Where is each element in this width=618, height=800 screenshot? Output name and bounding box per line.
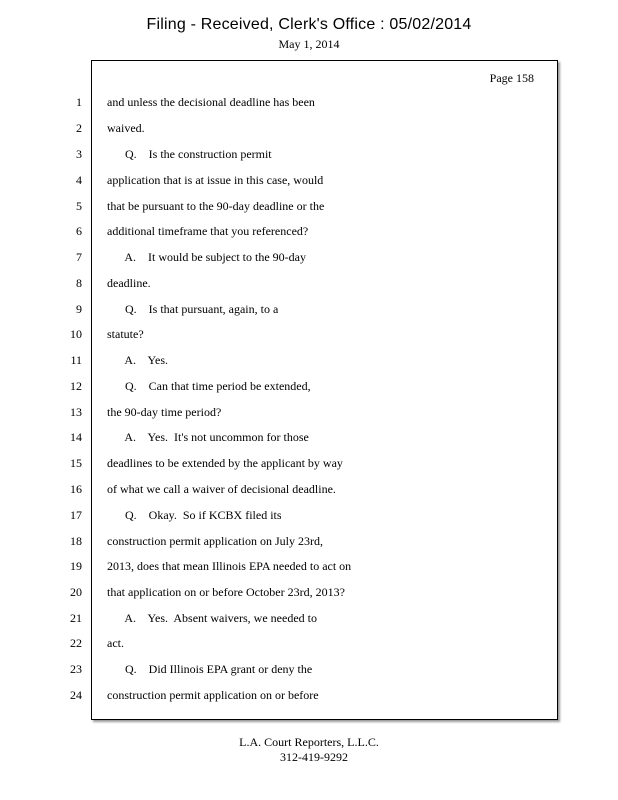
transcript-line: Q. Okay. So if KCBX filed its (107, 508, 282, 522)
transcript-line: that be pursuant to the 90-day deadline or the (107, 199, 325, 213)
transcript-line: Q. Is that pursuant, again, to a (107, 302, 279, 316)
page-number: Page 158 (489, 71, 534, 85)
line-number: 14 (70, 430, 82, 444)
transcript-line: A. Yes. (107, 353, 169, 367)
line-number: 9 (76, 302, 82, 316)
filing-stamp: Filing - Received, Clerk's Office : 05/02/2014 (146, 16, 472, 33)
line-number: 12 (70, 379, 82, 393)
deposition-date: May 1, 2014 (278, 37, 340, 51)
transcript-line: A. Yes. Absent waivers, we needed to (107, 611, 317, 625)
transcript-line: waived. (107, 121, 145, 135)
court-reporter-name: L.A. Court Reporters, L.L.C. (239, 735, 379, 749)
transcript-line: construction permit application on July 23rd, (107, 534, 323, 548)
transcript-line: act. (107, 636, 124, 650)
line-number: 17 (70, 508, 82, 522)
line-number: 21 (70, 611, 82, 625)
transcript-line: 2013, does that mean Illinois EPA needed to act on (107, 559, 352, 573)
transcript-line: of what we call a waiver of decisional deadline. (107, 482, 336, 496)
transcript-line: construction permit application on or before (107, 688, 319, 702)
line-number: 5 (76, 199, 82, 213)
line-number: 20 (70, 585, 82, 599)
line-number: 4 (76, 173, 82, 187)
line-number: 6 (76, 224, 82, 238)
line-number: 8 (76, 276, 82, 290)
transcript-line: deadline. (107, 276, 151, 290)
transcript-line: that application on or before October 23rd, 2013? (107, 585, 345, 599)
transcript-line: the 90-day time period? (107, 405, 222, 419)
transcript-line: additional timeframe that you referenced? (107, 224, 309, 238)
line-number: 3 (76, 147, 82, 161)
transcript-line: application that is at issue in this case, would (107, 173, 324, 187)
line-number: 1 (76, 95, 82, 109)
line-number: 16 (70, 482, 82, 496)
line-number: 10 (70, 327, 82, 341)
transcript-line: and unless the decisional deadline has been (107, 95, 315, 109)
line-number: 11 (70, 353, 82, 367)
line-number: 19 (70, 559, 82, 573)
line-number: 2 (76, 121, 82, 135)
line-number: 24 (70, 688, 82, 702)
transcript-line: Q. Did Illinois EPA grant or deny the (107, 662, 313, 676)
transcript-line: A. It would be subject to the 90-day (107, 250, 306, 264)
transcript-line: deadlines to be extended by the applicant by way (107, 456, 343, 470)
transcript-line: A. Yes. It's not uncommon for those (107, 430, 309, 444)
court-reporter-phone: 312-419-9292 (280, 750, 348, 764)
transcript-line: statute? (107, 327, 144, 341)
line-number: 22 (70, 636, 82, 650)
transcript-line: Q. Can that time period be extended, (107, 379, 311, 393)
line-number: 15 (70, 456, 82, 470)
line-number: 7 (76, 250, 82, 264)
line-number: 13 (70, 405, 82, 419)
line-number: 23 (70, 662, 82, 676)
transcript-line: Q. Is the construction permit (107, 147, 272, 161)
line-number: 18 (70, 534, 82, 548)
